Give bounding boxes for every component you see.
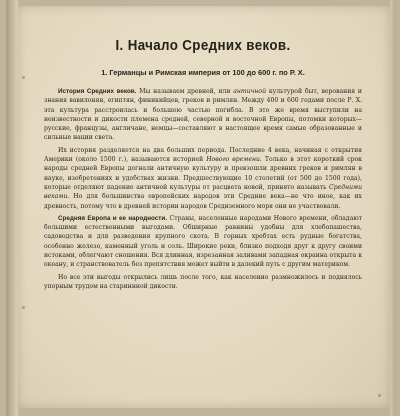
paragraph-2-text-b: . Только в этот короткий срок народы средней Европы догнали античную культуру и превзошли древних греков и римлян в науке, изобретениях и удобствах жизни. Предшествующие 10 столетий (от 500 до 1500 года), которые отделяют падение античной культуры от расцвета новой, принято называть [44, 156, 362, 191]
page-text [44, 28, 362, 294]
paragraph-4-text: Но все эти выгоды открылись лишь после того, как население размножилось и поднялось упорным трудом на стариннной дикости. [44, 273, 362, 290]
paragraph-3-text: Страны, населенные народами Нового времени, обладают большими естественными выгодами. Обширные равнины удобны для хлебопашества, садоводства и для разведения крупного скота. В горных хребтах есть рудные богатства, особенно железо, каменный уголь и соль. Широкие реки, близко подходя друг к другу своими истоками, облегчают сношения. Вся длинная, изрезанная заливами западная окраина открыта к океану, и странствователь без препятствия может выйти в далекий путь с другим материком. [44, 214, 362, 269]
paragraph-1-lead: История Средних веков. [58, 88, 137, 95]
section-title: 1. Германцы и Римская империя от 100 до 600 г. по Р. Х. [101, 68, 305, 77]
paper-speck [378, 394, 381, 397]
paragraph-2-text-c: . Но для большинства европейских народов эти Средние века—не что иное, как их древность, потому что в древней истории народов Средиземного моря они не участвовали. [44, 193, 362, 210]
paragraph-3 [44, 214, 362, 270]
paragraph-1-text-a: Мы называем древней, или [136, 88, 234, 95]
paragraph-1 [44, 87, 362, 143]
paragraph-1-italic: античной [233, 88, 267, 95]
paper-speck [22, 306, 25, 309]
paragraph-2-italic-a: Нового времени [206, 156, 260, 164]
paragraph-2 [44, 146, 362, 211]
paragraph-4 [44, 273, 362, 292]
paper-speck [22, 76, 25, 79]
book-spine-edge [6, 0, 18, 416]
paragraph-3-lead: Средняя Европа и ее народности. [58, 214, 168, 222]
chapter-title: I. Начало Средних веков. [115, 38, 291, 54]
page-right-edge [390, 0, 396, 416]
paragraph-1-text-b: культурой быт, верования и знания вавилонян, египтян, финикийцев, греков и римлян. Между 400 и 600 годами после Р. Х. эта культура расстроилась и большею частью погибла. В это же время выступили на неизвестности и дикости племена средней, северной и восточной Европы, потомки которых—русские, французы, англичане, немцы—составляют в настоящее время самые образованные и сильные нации света. [44, 88, 362, 142]
paragraph-2-italic-b: Средними веками [44, 183, 362, 201]
paragraph-2-text-a: Их история разделяется на два больших периода. Последние 4 века, начиная с открытия Америки (около 1500 г.), называются историей [44, 146, 362, 164]
